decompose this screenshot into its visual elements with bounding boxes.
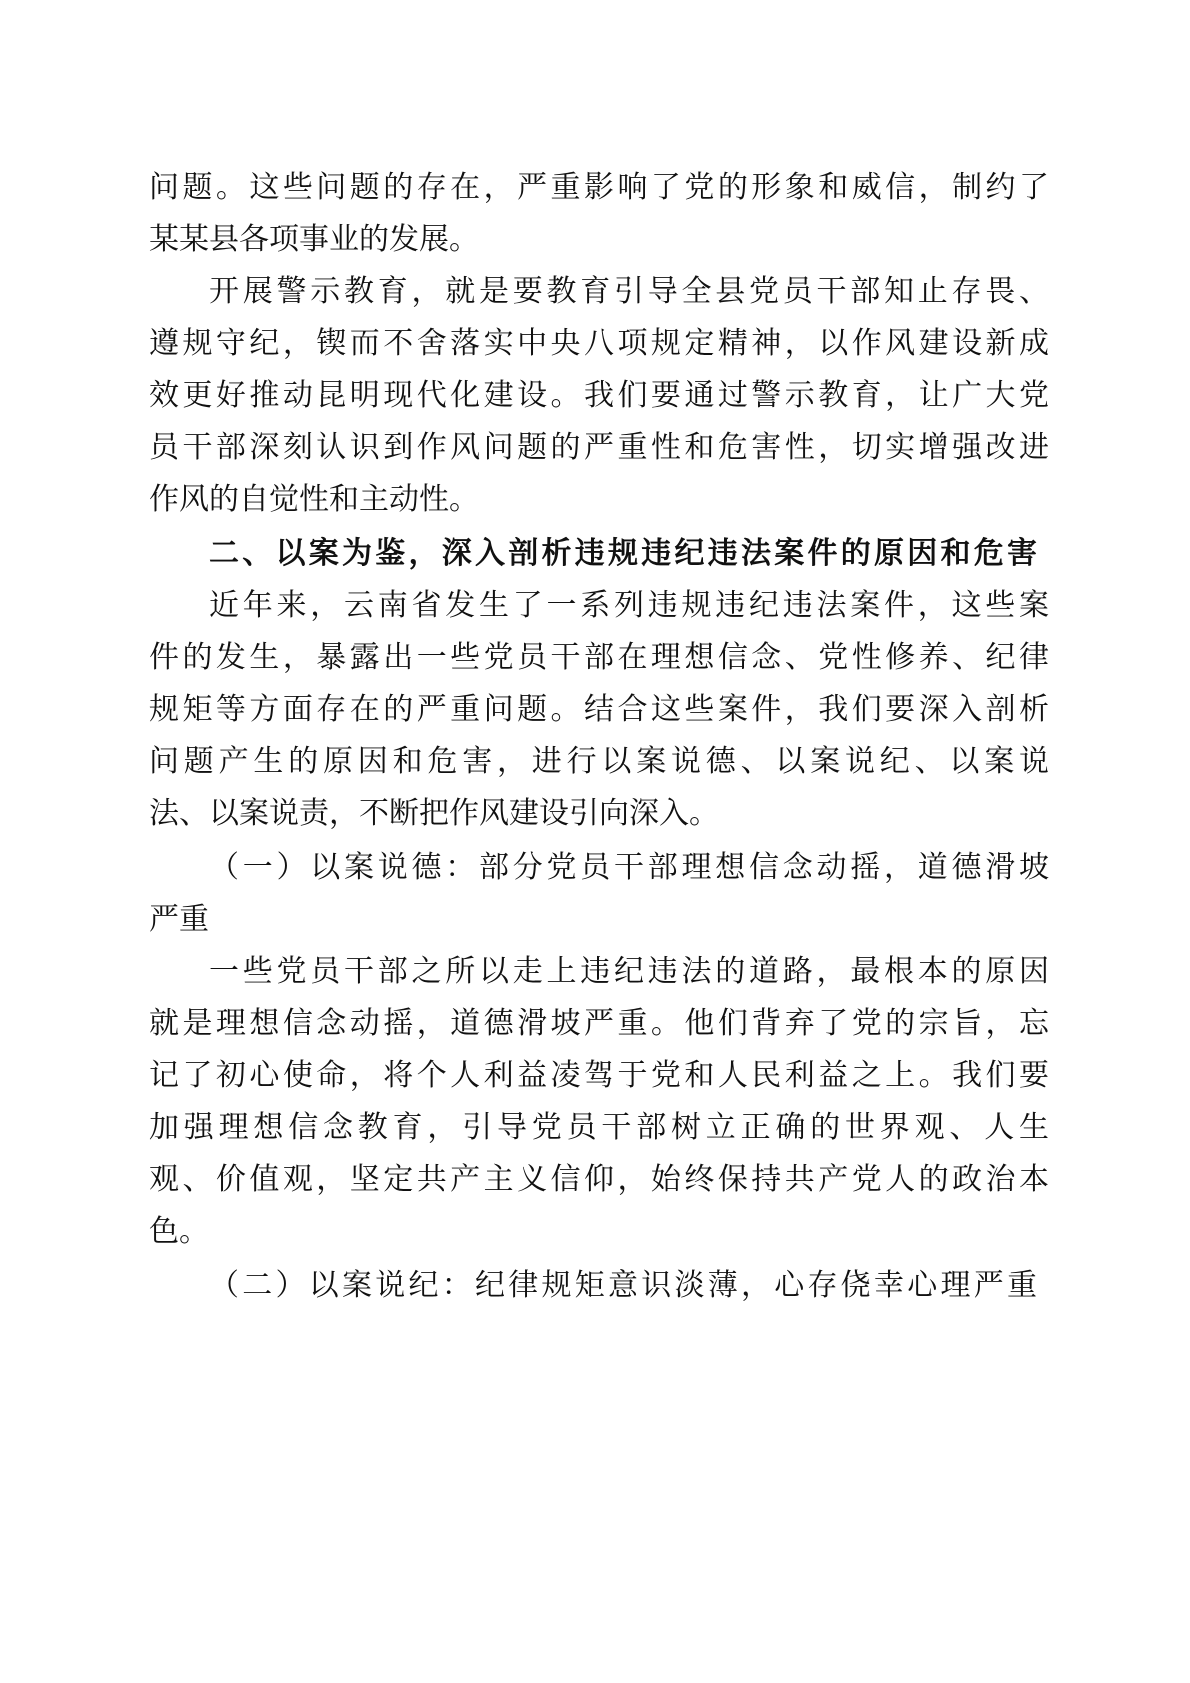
- paragraph-line: 观、价值观，坚定共产主义信仰，始终保持共产党人的政治本: [149, 1162, 1049, 1197]
- paragraph-line: 法、以案说责，不断把作风建设引向深入。: [149, 796, 719, 831]
- paragraph-line: 规矩等方面存在的严重问题。结合这些案件，我们要深入剖析: [149, 692, 1049, 727]
- paragraph-line: 加强理想信念教育，引导党员干部树立正确的世界观、人生: [149, 1110, 1049, 1145]
- paragraph-line: 作风的自觉性和主动性。: [149, 482, 479, 517]
- paragraph-line: 一些党员干部之所以走上违纪违法的道路，最根本的原因: [209, 954, 1049, 989]
- section-heading: 二、以案为鉴，深入剖析违规违纪违法案件的原因和危害: [209, 536, 1037, 571]
- paragraph-line: 问题。这些问题的存在，严重影响了党的形象和威信，制约了: [149, 170, 1049, 205]
- paragraph-line: 某某县各项事业的发展。: [149, 222, 479, 257]
- paragraph-line: 效更好推动昆明现代化建设。我们要通过警示教育，让广大党: [149, 378, 1049, 413]
- paragraph-line: 就是理想信念动摇，道德滑坡严重。他们背弃了党的宗旨，忘: [149, 1006, 1049, 1041]
- paragraph-line: 色。: [149, 1214, 209, 1249]
- paragraph-line: 件的发生，暴露出一些党员干部在理想信念、党性修养、纪律: [149, 640, 1049, 675]
- subsection-heading: （二）以案说纪：纪律规矩意识淡薄，心存侥幸心理严重: [209, 1268, 1037, 1303]
- paragraph-line: 遵规守纪，锲而不舍落实中央八项规定精神，以作风建设新成: [149, 326, 1049, 361]
- subsection-heading: （一）以案说德：部分党员干部理想信念动摇，道德滑坡: [209, 850, 1049, 885]
- paragraph-line: 开展警示教育，就是要教育引导全县党员干部知止存畏、: [209, 274, 1049, 309]
- paragraph-line: 近年来，云南省发生了一系列违规违纪违法案件，这些案: [209, 588, 1049, 623]
- paragraph-line: 员干部深刻认识到作风问题的严重性和危害性，切实增强改进: [149, 430, 1049, 465]
- paragraph-line: 问题产生的原因和危害，进行以案说德、以案说纪、以案说: [149, 744, 1049, 779]
- subsection-heading: 严重: [149, 902, 209, 937]
- paragraph-line: 记了初心使命，将个人利益凌驾于党和人民利益之上。我们要: [149, 1058, 1049, 1093]
